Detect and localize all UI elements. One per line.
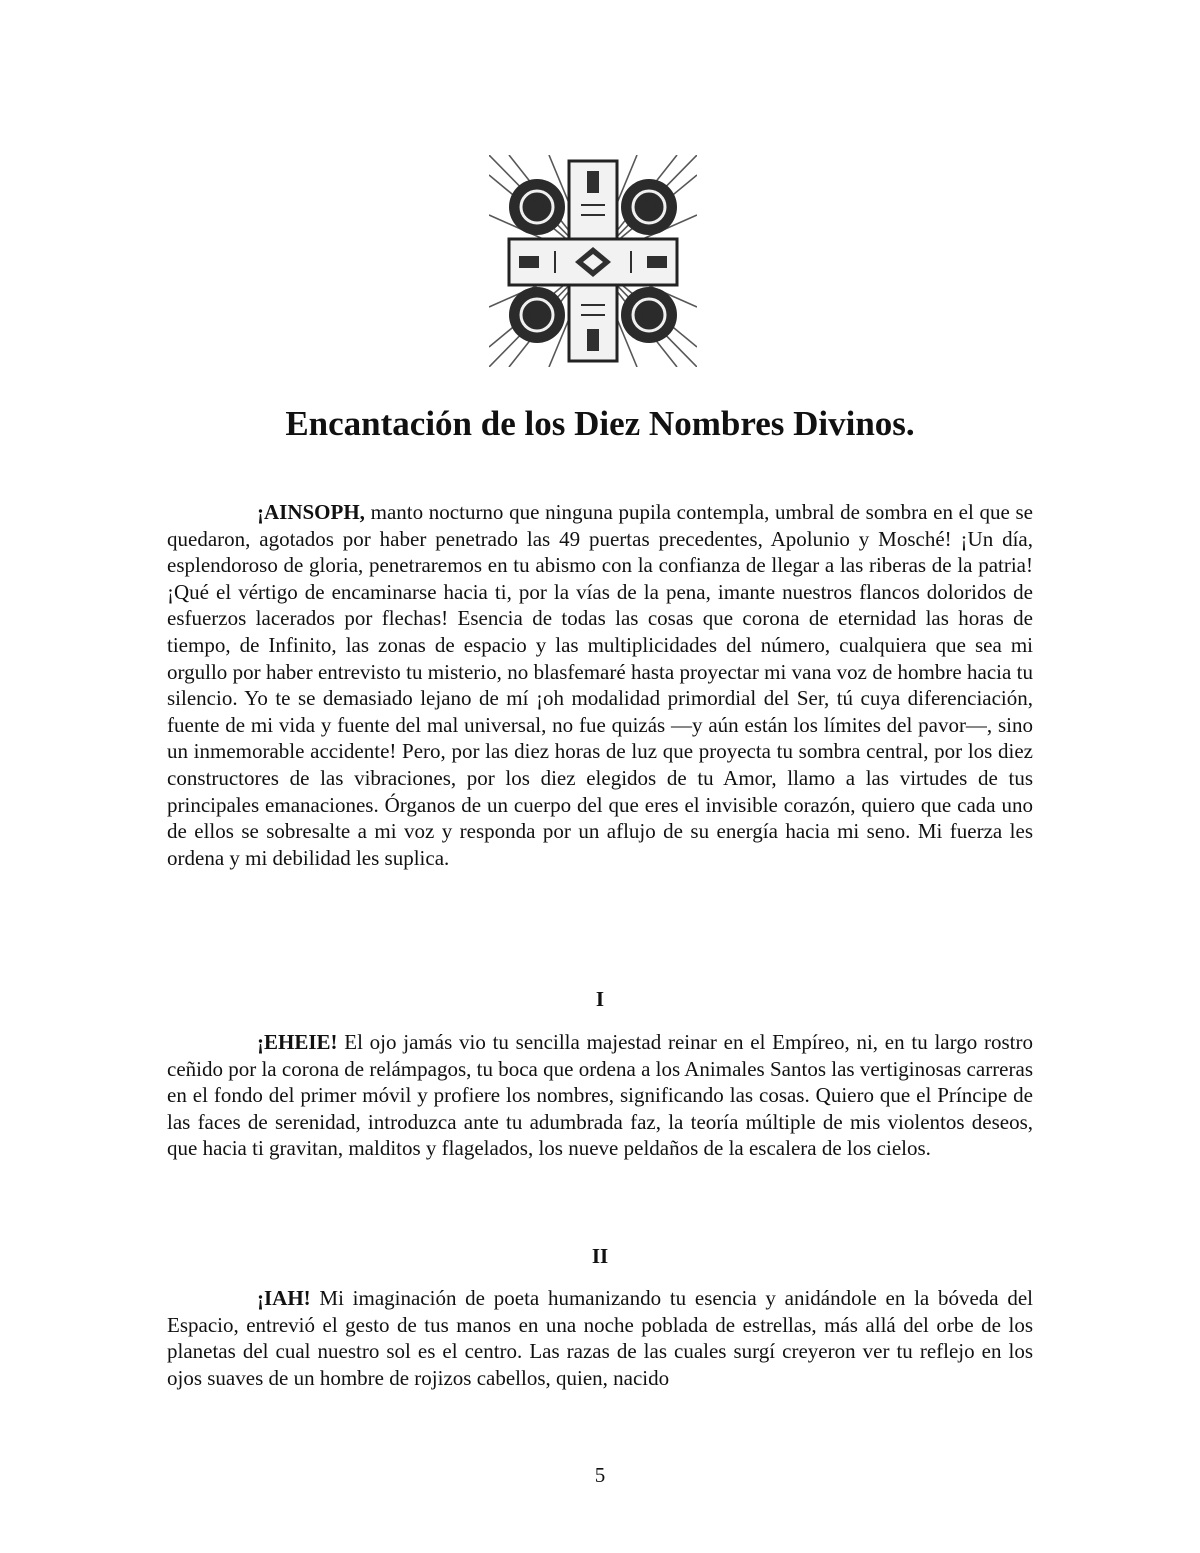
intro-lead-word: ¡AINSOPH, — [257, 500, 365, 524]
section-numeral-1: I — [595, 987, 605, 1011]
section-numeral-2: II — [591, 1244, 609, 1268]
section-2-text: Mi imaginación de poeta humanizando tu esencia y anidándole en la bóveda del Espacio, entrevió el gesto de tus manos en una noche poblada de estrellas, más allá del orbe de los planetas del cual nuestro sol es el centro. Las razas de las cuales surgí creyeron ver tu reflejo en los ojos suaves de un hombre de rojizos cabellos, quien, nacido — [167, 1286, 1033, 1390]
section-1-lead-word: ¡EHEIE! — [257, 1030, 338, 1054]
section-1-text: El ojo jamás vio tu sencilla majestad reinar en el Empíreo, ni, en tu largo rostro ceñido por la corona de relámpagos, tu boca que ordena a los Animales Santos las vertiginosas carreras en el fondo del primer móvil y profiere los nombres, significando las cosas. Quiero que el Príncipe de las faces de serenidad, introduzca ante tu adumbrada faz, la teoría múltiple de mis violentos deseos, que hacia ti gravitan, malditos y flagelados, los nueve peldaños de la escalera de los cielos. — [167, 1030, 1033, 1161]
section-2-lead-word: ¡IAH! — [257, 1286, 311, 1310]
section-paragraph-1 — [167, 1029, 1033, 1162]
page-number: 5 — [594, 1463, 606, 1487]
intro-paragraph — [167, 499, 1033, 871]
cross-emblem-icon — [489, 155, 697, 367]
section-paragraph-2 — [167, 1285, 1033, 1391]
page-title: Encantación de los Diez Nombres Divinos. — [285, 404, 915, 443]
intro-text: manto nocturno que ninguna pupila contempla, umbral de sombra en el que se quedaron, agotados por haber penetrado las 49 puertas precedentes, Apolunio y Mosché! ¡Un día, esplendoroso de gloria, penetraremos en tu abismo con la confianza de llegar a las riberas de la patria! ¡Qué el vértigo de encaminarse hacia ti, por la vías de la pena, imante nuestros flancos doloridos de esfuerzos lacerados por flechas! Esencia de todas las cosas que corona de eternidad las horas de tiempo, de Infinito, las zonas de espacio y las multiplicidades del número, cualquiera que sea mi orgullo por haber entrevisto tu misterio, no blasfemaré hasta proyectar mi vana voz de hombre hacia tu silencio. Yo te se demasiado lejano de mí ¡oh modalidad primordial del Ser, tú cuya diferenciación, fuente de mi vida y fuente del mal universal, no fue quizás —y aún están los límites del pavor—, sino un inmemorable accidente! Pero, por las diez horas de luz que proyecta tu sombra central, por los diez constructores de las vibraciones, por los diez elegidos de tu Amor, llamo a las virtudes de tus principales emanaciones. Órganos de un cuerpo del que eres el invisible corazón, quiero que cada uno de ellos se sobresalte a mi voz y responda por un aflujo de su energía hacia mi seno. Mi fuerza les ordena y mi debilidad les suplica. — [167, 500, 1033, 870]
